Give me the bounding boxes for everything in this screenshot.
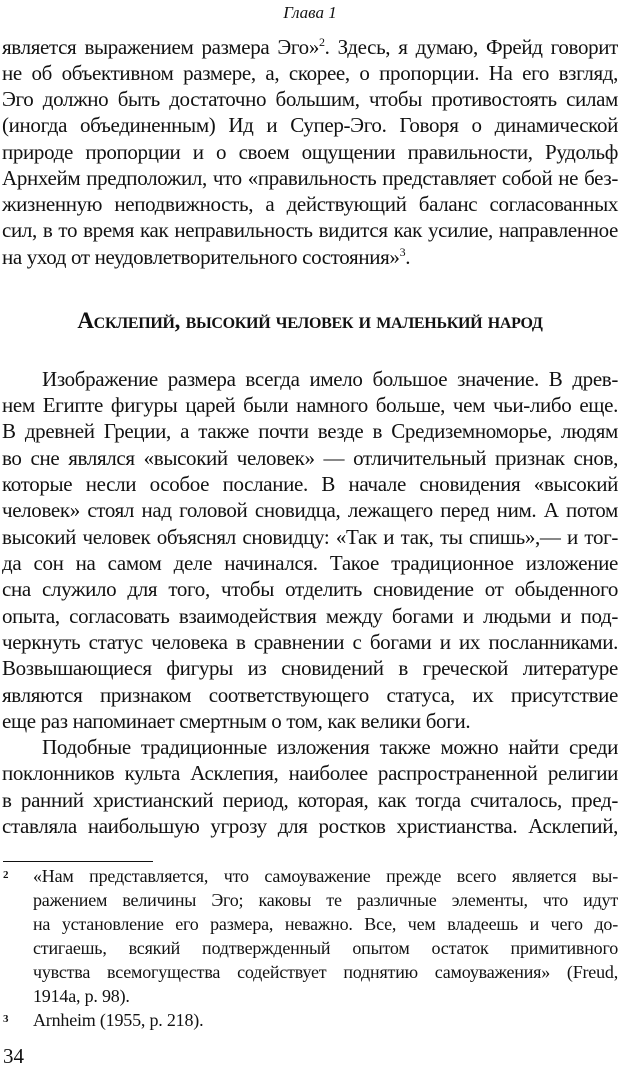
- text-line: во сне являлся «высокий человек» — отличительный признак снов,: [2, 446, 618, 470]
- footnote-number: 3: [3, 1013, 9, 1025]
- text-line: опыта, согласовать взаимодействия между богами и людьми и под-: [2, 604, 618, 628]
- text-line: Подобные традиционные изложения также можно найти среди: [42, 735, 618, 759]
- text-line: Эго должно быть достаточно большим, чтобы противостоять силам: [2, 87, 618, 111]
- text-line: ставляла наибольшую угрозу для ростков христианства. Асклепий,: [2, 814, 618, 838]
- page-number: 34: [3, 1044, 24, 1068]
- text-line: сил, в то время как неправильность видится как усилие, направленное: [2, 218, 618, 242]
- text-line: да сон на самом деле начинался. Такое традиционное изложение: [2, 551, 618, 575]
- footnote-line: «Нам представляется, что самоуважение прежде всего является вы-: [33, 866, 618, 886]
- text-line: Возвышающиеся фигуры из сновидений в греческой литературе: [2, 656, 618, 680]
- text-line: человек» стоял над головой сновидца, лежащего перед ним. А потом: [2, 498, 618, 522]
- footnote-line: Arnheim (1955, p. 218).: [33, 1010, 204, 1030]
- text-line: не об объективном размере, а, скорее, о пропорции. На его взгляд,: [2, 61, 618, 85]
- text-line: природе пропорции и о своем ощущении правильности, Рудольф: [2, 140, 618, 164]
- text-line: Арнхейм предположил, что «правильность представляет собой не без-: [2, 166, 618, 190]
- text-line: на уход от неудовлетворительного состояния»$^3$.: [2, 245, 411, 269]
- footnote-ref[interactable]: 2: [318, 35, 325, 49]
- text-line: высокий человек объяснял сновидцу: «Так и так, ты спишь»,— и тог-: [2, 525, 618, 549]
- footnote-ref[interactable]: 3: [399, 245, 406, 259]
- text-line: (иногда объединенным) Ид и Супер-Эго. Говоря о динамической: [2, 113, 618, 137]
- text-line: которые несли особое послание. В начале сновидения «высокий: [2, 472, 618, 496]
- text-line: В древней Греции, а также почти везде в Средиземноморье, людям: [2, 419, 618, 443]
- text-line: черкнуть статус человека в сравнении с богами и их посланниками.: [2, 630, 618, 654]
- footnote-line: чувства всемогущества содействует поднятию самоуважения» (Freud,: [33, 962, 618, 982]
- text-line: в ранний христианский период, которая, как тогда считалось, пред-: [2, 788, 618, 812]
- footnote-line: ражением величины Эго; каковы те различные элементы, что идут: [33, 890, 618, 910]
- text-line: является выражением размера Эго»$^2$. Здесь, я думаю, Фрейд говорит: [2, 35, 618, 59]
- text-line: нем Египте фигуры царей были намного больше, чем чьи-либо еще.: [2, 393, 618, 417]
- running-head: Глава 1: [283, 3, 337, 22]
- footnote-divider: [3, 861, 153, 862]
- text-line: Изображение размера всегда имело большое значение. В древ-: [42, 367, 618, 391]
- section-heading: Асклепий, высокий человек и маленький народ: [77, 308, 543, 333]
- footnote-number: 2: [3, 869, 9, 881]
- text-line: еще раз напоминает смертным о том, как велики боги.: [2, 709, 471, 733]
- text-line: жизненную неподвижность, а действующий баланс согласованных: [2, 192, 618, 216]
- text-line: являются признаком соответствующего статуса, их присутствие: [2, 683, 618, 707]
- footnote-line: стигаешь, всякий подтвержденный опытом остаток примитивного: [33, 938, 618, 958]
- footnote-line: 1914a, p. 98).: [33, 986, 130, 1006]
- text-line: сна служило для того, чтобы отделить сновидение от обыденного: [2, 577, 618, 601]
- text-line: поклонников культа Асклепия, наиболее распространенной религии: [2, 761, 618, 785]
- footnote-line: на установление его размера, неважно. Все, чем владеешь и чего до-: [33, 914, 618, 934]
